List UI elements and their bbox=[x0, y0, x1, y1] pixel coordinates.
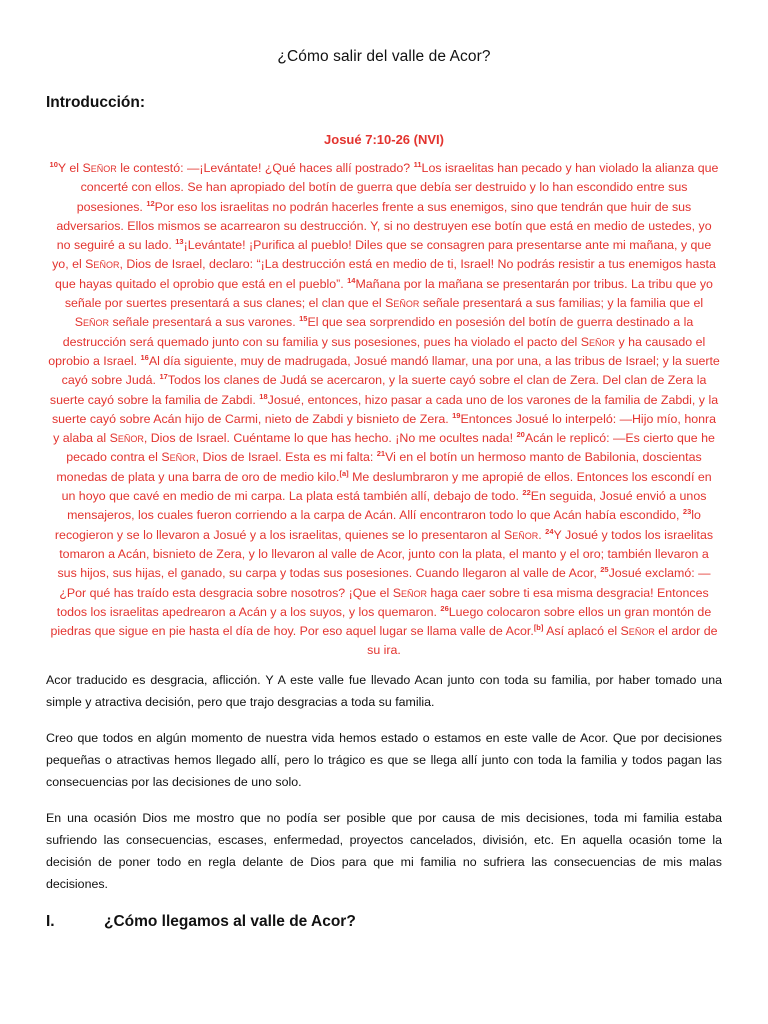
verse-number: 12 bbox=[146, 198, 155, 208]
verse-text: , Dios de Israel. Esta es mi falta: bbox=[195, 450, 377, 465]
verse-number: 15 bbox=[299, 314, 308, 324]
verse-text: Y el bbox=[57, 161, 83, 175]
scripture-passage bbox=[46, 159, 722, 661]
verse-number: 18 bbox=[259, 391, 268, 401]
verse-text: . bbox=[538, 527, 546, 542]
verse-number: 19 bbox=[452, 410, 461, 420]
lord-name: Señor bbox=[82, 161, 117, 175]
verse-number: 20 bbox=[516, 430, 525, 440]
verse-text: Los israelitas han pecado y han violado la alianza que concerté con ellos. Se han apropiado del botín de guerra que debía ser destruido y lo han escondido entre sus posesiones. bbox=[76, 161, 719, 214]
verse-text: lo recogieron y se lo llevaron a Josué y a los israelitas, quienes se lo presentaron al bbox=[54, 508, 701, 542]
lord-name: Señor bbox=[161, 450, 196, 465]
verse-text: , Dios de Israel, declaro: “¡La destrucción está en medio de ti, Israel! No podrás resistir a tus enemigos hasta que hayas quitado el oprobio que está en el pueblo”. bbox=[55, 257, 716, 291]
verse-text: le contestó: —¡Levántate! ¿Qué haces allí postrado? bbox=[116, 161, 414, 175]
verse-text: Todos los clanes de Judá se acercaron, y la suerte cayó sobre el clan de Zera. Del clan de Zera la suerte cayó sobre la familia de Zabdi. bbox=[49, 373, 707, 407]
lord-name: Señor bbox=[504, 527, 539, 542]
verse-number: 23 bbox=[682, 507, 692, 517]
section-title: ¿Cómo llegamos al valle de Acor? bbox=[104, 912, 356, 930]
intro-heading: Introducción: bbox=[46, 94, 146, 111]
verse-number: 26 bbox=[440, 603, 449, 613]
verse-text: Me deslumbraron y me apropié de ellos. Entonces los escondí en un hoyo que cavé en medio de mi carpa. La plata está también allí, debajo de todo. bbox=[61, 469, 712, 504]
verse-number: 10 bbox=[49, 159, 58, 169]
lord-name: Señor bbox=[109, 431, 144, 446]
verse-text: Al día siguiente, muy de madrugada, Josué mandó llamar, una por una, a las tribus de Israel; y la suerte cayó sobre Judá. bbox=[61, 353, 720, 388]
verse-text: señale presentará a sus varones. bbox=[109, 315, 300, 330]
lord-name: Señor bbox=[620, 624, 655, 639]
verse-text: Así aplacó el bbox=[543, 624, 621, 639]
lord-name: Señor bbox=[392, 585, 427, 600]
verse-text: Y Josué y todos los israelitas tomaron a Acán, bisnieto de Zera, y lo llevaron al valle de Acor, junto con la plata, el manto y el oro; también llevaron a sus hijos, sus hijas, el ganado, su carpa y todas sus posesiones. Cuando llegaron al valle de Acor, bbox=[57, 527, 714, 581]
verse-text: Luego colocaron sobre ellos un gran montón de piedras que sigue en pie hasta el día de hoy. Por eso aquel lugar se llama valle de Acor. bbox=[50, 604, 712, 639]
footnote-marker[interactable]: [a] bbox=[339, 468, 349, 478]
verse-text: Mañana por la mañana se presentarán por tribus. La tribu que yo señale por suertes presentará a sus clanes; el clan que el bbox=[64, 276, 713, 311]
verse-number: 14 bbox=[347, 275, 356, 285]
lord-name: Señor bbox=[385, 296, 420, 311]
verse-number: 11 bbox=[413, 159, 422, 169]
scripture-reference: Josué 7:10-26 (NVI) bbox=[324, 132, 444, 147]
verse-text: , Dios de Israel. Cuéntame lo que has hecho. ¡No me ocultes nada! bbox=[143, 431, 517, 446]
verse-text: En seguida, Josué envió a unos mensajeros, los cuales fueron corriendo a la carpa de Acán. Allí encontraron todo lo que Acán había escondido, bbox=[67, 489, 707, 523]
paragraph-3: En una ocasión Dios me mostro que no podía ser posible que por causa de mis decisiones, toda mi familia estaba sufriendo las consecuencias, escases, enfermedad, proyectos cancelados, división, etc. En aquella ocasión tome la decisión de poner todo en regla delante de Dios para que mi familia no sufriera las consecuencias de mis malas decisiones. bbox=[46, 810, 722, 891]
verse-number: 13 bbox=[175, 237, 184, 247]
section-heading-1 bbox=[46, 913, 722, 931]
verse-text: Josué exclamó: —¿Por qué has traído esta desgracia sobre nosotros? ¡Que el bbox=[59, 566, 711, 600]
verse-text: ¡Levántate! ¡Purifica al pueblo! Diles que se consagren para presentarse ante mi mañana, y que yo, el bbox=[52, 238, 712, 272]
lord-name: Señor bbox=[85, 257, 120, 272]
verse-text: Acán le replicó: —Es cierto que he pecado contra el bbox=[66, 431, 715, 465]
verse-text: Josué, entonces, hizo pasar a cada uno de los varones de la familia de Zabdi, y la suerte cayó sobre Acán hijo de Carmi, nieto de Zabdi y bisnieto de Zera. bbox=[51, 392, 719, 426]
verse-number: 17 bbox=[159, 372, 168, 382]
paragraph-2: Creo que todos en algún momento de nuestra vida hemos estado o estamos en este valle de Acor. Que por decisiones pequeñas o atractivas hemos llegado allí, pero lo trágico es que se llega allí junto con toda la familia y todos pagan las consecuencias por las decisiones de uno solo. bbox=[46, 730, 722, 789]
section-number: I. bbox=[46, 912, 55, 930]
verse-number: 16 bbox=[140, 352, 149, 362]
verse-number: 25 bbox=[600, 565, 609, 575]
verse-text: Entonces Josué lo interpeló: —Hijo mío, honra y alaba al bbox=[53, 411, 717, 446]
verse-text: Por eso los israelitas no podrán hacerles frente a sus enemigos, sino que tendrán que huir de sus adversarios. Ellos mismos se acarrearon su destrucción. Y, si no destruyen ese botín que está en medio de ustedes, yo no seguiré a su lado. bbox=[56, 199, 712, 253]
verse-text: y ha causado el oprobio a Israel. bbox=[48, 334, 706, 368]
verse-number: 21 bbox=[376, 449, 386, 459]
verse-text: Vi en el botín un hermoso manto de Babilonia, doscientas monedas de plata y una barra de oro de medio kilo. bbox=[56, 450, 702, 484]
verse-text: El que sea sorprendido en posesión del botín de guerra destinado a la destrucción será quemado junto con su familia y sus posesiones, pues ha violado el pacto del bbox=[62, 315, 694, 349]
lord-name: Señor bbox=[74, 315, 110, 330]
verse-text: señale presentará a sus familias; y la familia que el bbox=[419, 296, 704, 311]
lord-name: Señor bbox=[580, 334, 615, 349]
verse-number: 24 bbox=[545, 526, 554, 536]
verse-number: 22 bbox=[522, 487, 531, 497]
footnote-marker[interactable]: [b] bbox=[533, 623, 544, 632]
verse-text: el ardor de su ira. bbox=[367, 624, 718, 658]
paragraph-1: Acor traducido es desgracia, aflicción. Y A este valle fue llevado Acan junto con toda su familia, por haber tomado una simple y atractiva decisión, pero que trajo desgracias a toda su familia. bbox=[46, 672, 722, 709]
document-title: ¿Cómo salir del valle de Acor? bbox=[277, 48, 491, 65]
verse-text: haga caer sobre ti esa misma desgracia! Entonces todos los israelitas apedrearon a Acán y a los suyos, y los quemaron. bbox=[56, 585, 709, 619]
